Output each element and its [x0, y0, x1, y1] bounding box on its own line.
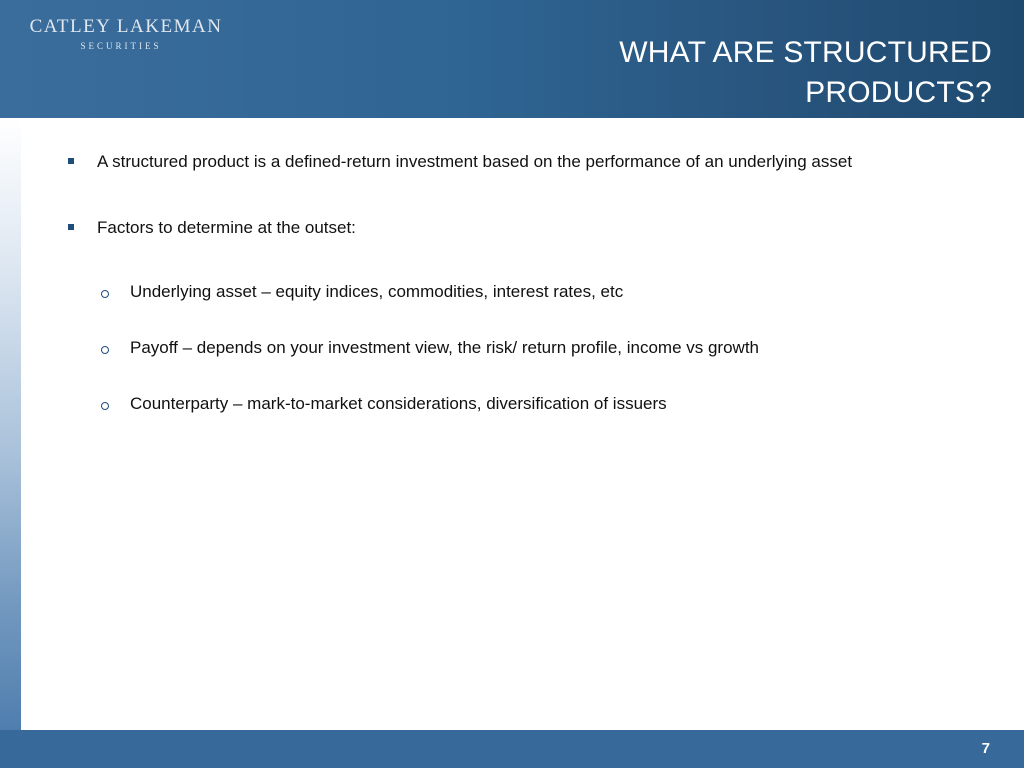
slide-footer	[0, 730, 1024, 768]
slide-title	[619, 33, 992, 113]
sub-bullet-text: Payoff – depends on your investment view, the risk/ return profile, income vs growth	[130, 338, 759, 357]
circle-bullet-icon	[101, 346, 109, 354]
slide-header	[0, 0, 1024, 118]
square-bullet-icon	[68, 224, 74, 230]
circle-bullet-icon	[101, 290, 109, 298]
company-logo	[26, 16, 226, 52]
bullet-text: A structured product is a defined-return investment based on the performance of an underlying asset	[97, 152, 853, 171]
page-number: 7	[981, 740, 990, 757]
logo-name: CATLEY LAKEMAN	[29, 16, 223, 37]
circle-bullet-icon	[101, 402, 109, 410]
bullet-text: Factors to determine at the outset:	[97, 218, 356, 237]
slide-title-line-1: WHAT ARE STRUCTURED	[619, 36, 992, 69]
square-bullet-icon	[68, 158, 74, 164]
slide-title-line-2: PRODUCTS?	[805, 76, 992, 109]
sub-bullet-text: Underlying asset – equity indices, commodities, interest rates, etc	[130, 282, 624, 301]
left-gradient-strip	[0, 118, 21, 730]
logo-subtitle: SECURITIES	[80, 41, 162, 51]
sub-bullet-text: Counterparty – mark-to-market considerations, diversification of issuers	[130, 394, 667, 413]
